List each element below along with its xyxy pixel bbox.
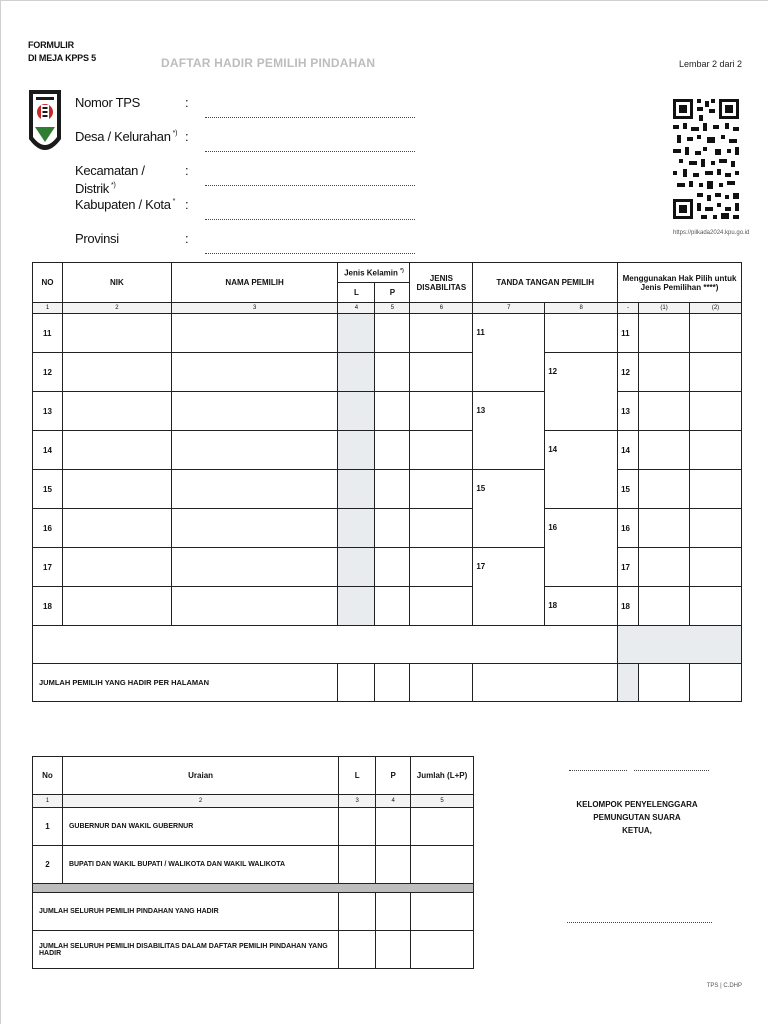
identity-row [75, 162, 415, 196]
gender-p-cell[interactable] [375, 353, 410, 392]
summary-header-row [33, 757, 474, 795]
total-signature-cell [473, 664, 618, 702]
col-nik-header: NIK [62, 263, 171, 303]
footer-code: TPS | C.DHP [706, 983, 742, 989]
summary-column-number-row [33, 795, 474, 808]
row-number: 16 [33, 509, 63, 548]
signature-cell[interactable]: 12 [545, 353, 618, 392]
summary-p-cell[interactable] [376, 931, 411, 969]
gender-header-text: Jenis Kelamin [344, 268, 398, 278]
identity-row [75, 94, 415, 128]
nik-cell[interactable] [62, 392, 171, 431]
vote-row-number: 13 [618, 392, 639, 431]
disability-header-line1: JENIS [429, 273, 453, 283]
total-vote-blank [618, 664, 639, 702]
summary-table [32, 756, 474, 969]
signature-cell[interactable]: 16 [545, 509, 618, 548]
summary-l-cell[interactable] [339, 808, 376, 846]
identity-section [75, 94, 415, 264]
vote-cell-1[interactable] [639, 431, 690, 470]
vote-cell-1[interactable] [639, 509, 690, 548]
row-number: 17 [33, 548, 63, 587]
col-vote-right-header [618, 263, 742, 303]
column-number: 1 [33, 303, 63, 314]
vote-right-header-line1: Menggunakan Hak Pilih untuk [622, 273, 737, 283]
column-number: 2 [62, 795, 338, 808]
tps-number-field[interactable] [205, 98, 415, 118]
col-disability-header [410, 263, 473, 303]
identity-sup: *) [172, 130, 178, 137]
vote-cell-1[interactable] [639, 314, 690, 353]
vote-cell-2[interactable] [690, 353, 742, 392]
signature-cell[interactable] [545, 470, 618, 509]
identity-sup: *) [111, 182, 116, 189]
row-number: 12 [33, 353, 63, 392]
vote-cell-1[interactable] [639, 470, 690, 509]
kpu-logo [26, 87, 64, 163]
nik-cell[interactable] [62, 509, 171, 548]
identity-label: Kecamatan / Distrik [75, 163, 145, 196]
column-number: (2) [690, 303, 742, 314]
name-cell[interactable] [171, 314, 338, 353]
row-number: 14 [33, 431, 63, 470]
nik-cell[interactable] [62, 548, 171, 587]
signature-cell[interactable] [545, 314, 618, 353]
form-label: FORMULIR [28, 40, 74, 50]
row-number: 13 [33, 392, 63, 431]
gender-l-cell[interactable] [338, 509, 375, 548]
signature-role [557, 798, 717, 837]
col-name-header: NAMA PEMILIH [171, 263, 338, 303]
identity-sup: * [172, 198, 176, 205]
voter-attendance-table [32, 262, 742, 702]
table-row [33, 587, 742, 626]
summary-l-cell[interactable] [339, 846, 376, 884]
summary-p-cell[interactable] [376, 846, 411, 884]
column-number: 6 [410, 303, 473, 314]
vote-row-number: 16 [618, 509, 639, 548]
total-disability-cell[interactable] [410, 664, 473, 702]
column-number: 3 [339, 795, 376, 808]
gender-l-cell[interactable] [338, 353, 375, 392]
nik-cell[interactable] [62, 431, 171, 470]
column-number: 7 [473, 303, 545, 314]
identity-row [75, 230, 415, 264]
summary-row-label: BUPATI DAN WAKIL BUPATI / WALIKOTA DAN WAKIL WALIKOTA [62, 846, 338, 884]
column-number: 2 [62, 303, 171, 314]
summary-row-number: 1 [33, 808, 63, 846]
summary-total-cell[interactable] [411, 931, 474, 969]
gender-header-sup: *) [400, 267, 404, 274]
disability-cell[interactable] [410, 314, 473, 353]
table-row [33, 548, 742, 587]
sheet-number: Lembar 2 dari 2 [678, 59, 742, 69]
signature-name-field[interactable] [567, 913, 712, 923]
qr-code-icon [673, 99, 739, 221]
gender-p-cell[interactable] [375, 314, 410, 353]
identity-label: Desa / Kelurahan [75, 129, 171, 144]
summary-p-header: P [376, 757, 411, 795]
table-row [33, 509, 742, 548]
signature-place-date-field[interactable] [569, 761, 709, 771]
col-gender-l-header: L [338, 283, 375, 303]
identity-colon: : [185, 197, 189, 212]
disability-cell[interactable] [410, 392, 473, 431]
vote-row-number: 14 [618, 431, 639, 470]
column-number: 8 [545, 303, 618, 314]
vote-row-number: 17 [618, 548, 639, 587]
identity-colon: : [185, 163, 189, 178]
signature-cell[interactable] [473, 587, 545, 626]
vote-row-number: 12 [618, 353, 639, 392]
signature-cell[interactable] [473, 431, 545, 470]
table-row [33, 470, 742, 509]
disability-cell[interactable] [410, 548, 473, 587]
blank-row [33, 626, 742, 664]
signature-cell[interactable]: 11 [473, 314, 545, 353]
col-gender-p-header: P [375, 283, 410, 303]
document-title: DAFTAR HADIR PEMILIH PINDAHAN [161, 56, 376, 70]
name-cell[interactable] [171, 431, 338, 470]
vote-row-number: 11 [618, 314, 639, 353]
gender-p-cell[interactable] [375, 587, 410, 626]
col-no-header: NO [33, 263, 63, 303]
identity-label: Kabupaten / Kota [75, 197, 171, 212]
blank-cell-grey [618, 626, 742, 664]
disability-cell[interactable] [410, 353, 473, 392]
column-number: (1) [639, 303, 690, 314]
signature-cell[interactable]: 15 [473, 470, 545, 509]
district-field[interactable] [205, 166, 415, 186]
summary-uraian-header: Uraian [62, 757, 338, 795]
vote-row-number: 15 [618, 470, 639, 509]
total-vote-1[interactable] [639, 664, 690, 702]
name-cell[interactable] [171, 392, 338, 431]
vote-cell-2[interactable] [690, 314, 742, 353]
gender-l-cell[interactable] [338, 587, 375, 626]
column-number: 3 [171, 303, 338, 314]
identity-row [75, 196, 415, 230]
column-number: 5 [411, 795, 474, 808]
nik-cell[interactable] [62, 587, 171, 626]
disability-header-line2: DISABILITAS [416, 282, 467, 292]
table-row [33, 314, 742, 353]
summary-total-label: JUMLAH SELURUH PEMILIH PINDAHAN YANG HADIR [33, 893, 339, 931]
disability-cell[interactable] [410, 587, 473, 626]
summary-row [33, 846, 474, 884]
vote-cell-2[interactable] [690, 470, 742, 509]
vote-cell-2[interactable] [690, 392, 742, 431]
col-gender-header [338, 263, 410, 283]
summary-total-cell[interactable] [411, 808, 474, 846]
column-number-row [33, 303, 742, 314]
regency-field[interactable] [205, 200, 415, 220]
nik-cell[interactable] [62, 470, 171, 509]
gender-l-cell[interactable] [338, 314, 375, 353]
total-l-cell[interactable] [338, 664, 375, 702]
vote-cell-2[interactable] [690, 509, 742, 548]
name-cell[interactable] [171, 509, 338, 548]
summary-total-cell[interactable] [411, 893, 474, 931]
vote-cell-2[interactable] [690, 548, 742, 587]
disability-cell[interactable] [410, 431, 473, 470]
summary-l-cell[interactable] [339, 931, 376, 969]
signature-cell[interactable] [545, 548, 618, 587]
table-row [33, 392, 742, 431]
gender-l-cell[interactable] [338, 470, 375, 509]
gender-l-cell[interactable] [338, 548, 375, 587]
village-field[interactable] [205, 132, 415, 152]
summary-total-label: JUMLAH SELURUH PEMILIH DISABILITAS DALAM DAFTAR PEMILIH PINDAHAN YANG HADIR [33, 931, 339, 969]
summary-p-cell[interactable] [376, 893, 411, 931]
role-line: KELOMPOK PENYELENGGARA [576, 800, 698, 809]
row-number: 18 [33, 587, 63, 626]
row-number: 15 [33, 470, 63, 509]
identity-row [75, 128, 415, 162]
signature-cell[interactable]: 18 [545, 587, 618, 626]
column-number: 1 [33, 795, 63, 808]
blank-cell [33, 626, 618, 664]
signature-cell[interactable] [545, 392, 618, 431]
role-line: PEMUNGUTAN SUARA [593, 813, 681, 822]
vote-cell-1[interactable] [639, 587, 690, 626]
qr-url: https://pilkada2024.kpu.go.id [673, 230, 750, 236]
form-code [28, 39, 96, 65]
name-cell[interactable] [171, 353, 338, 392]
vote-cell-2[interactable] [690, 431, 742, 470]
column-number: 4 [376, 795, 411, 808]
total-p-cell[interactable] [375, 664, 410, 702]
disability-cell[interactable] [410, 470, 473, 509]
summary-l-header: L [339, 757, 376, 795]
summary-row-number: 2 [33, 846, 63, 884]
name-cell[interactable] [171, 548, 338, 587]
separator-cell [33, 884, 474, 893]
gender-p-cell[interactable] [375, 509, 410, 548]
name-cell[interactable] [171, 587, 338, 626]
vote-row-number: 18 [618, 587, 639, 626]
total-row [33, 664, 742, 702]
summary-l-cell[interactable] [339, 893, 376, 931]
vote-right-header-line2: Jenis Pemilihan ****) [640, 282, 719, 292]
summary-total-header: Jumlah (L+P) [411, 757, 474, 795]
nik-cell[interactable] [62, 314, 171, 353]
gender-p-cell[interactable] [375, 392, 410, 431]
signature-cell[interactable]: 14 [545, 431, 618, 470]
column-number: - [618, 303, 639, 314]
gender-p-cell[interactable] [375, 431, 410, 470]
summary-no-header: No [33, 757, 63, 795]
date-separator [627, 759, 633, 773]
signature-cell[interactable]: 13 [473, 392, 545, 431]
summary-total-cell[interactable] [411, 846, 474, 884]
vote-cell-1[interactable] [639, 392, 690, 431]
role-line: KETUA, [622, 826, 652, 835]
summary-p-cell[interactable] [376, 808, 411, 846]
table-row [33, 353, 742, 392]
signature-cell[interactable] [473, 509, 545, 548]
vote-cell-2[interactable] [690, 587, 742, 626]
table-row [33, 431, 742, 470]
total-label: JUMLAH PEMILIH YANG HADIR PER HALAMAN [33, 664, 338, 702]
gender-l-cell[interactable] [338, 392, 375, 431]
province-field[interactable] [205, 234, 415, 254]
identity-colon: : [185, 231, 189, 246]
disability-cell[interactable] [410, 509, 473, 548]
summary-row [33, 808, 474, 846]
col-signature-header: TANDA TANGAN PEMILIH [473, 263, 618, 303]
nik-cell[interactable] [62, 353, 171, 392]
vote-cell-1[interactable] [639, 548, 690, 587]
gender-p-cell[interactable] [375, 470, 410, 509]
signature-cell[interactable] [473, 353, 545, 392]
gender-p-cell[interactable] [375, 548, 410, 587]
summary-row-label: GUBERNUR DAN WAKIL GUBERNUR [62, 808, 338, 846]
total-vote-2[interactable] [690, 664, 742, 702]
table-header-row [33, 263, 742, 283]
identity-colon: : [185, 129, 189, 144]
name-cell[interactable] [171, 470, 338, 509]
column-number: 5 [375, 303, 410, 314]
column-number: 4 [338, 303, 375, 314]
row-number: 11 [33, 314, 63, 353]
vote-cell-1[interactable] [639, 353, 690, 392]
identity-label: Nomor TPS [75, 95, 140, 110]
signature-cell[interactable]: 17 [473, 548, 545, 587]
summary-total-row [33, 893, 474, 931]
summary-separator [33, 884, 474, 893]
gender-l-cell[interactable] [338, 431, 375, 470]
summary-total-row [33, 931, 474, 969]
identity-colon: : [185, 95, 189, 110]
form-code-text: DI MEJA KPPS 5 [28, 53, 96, 63]
identity-label: Provinsi [75, 231, 119, 246]
